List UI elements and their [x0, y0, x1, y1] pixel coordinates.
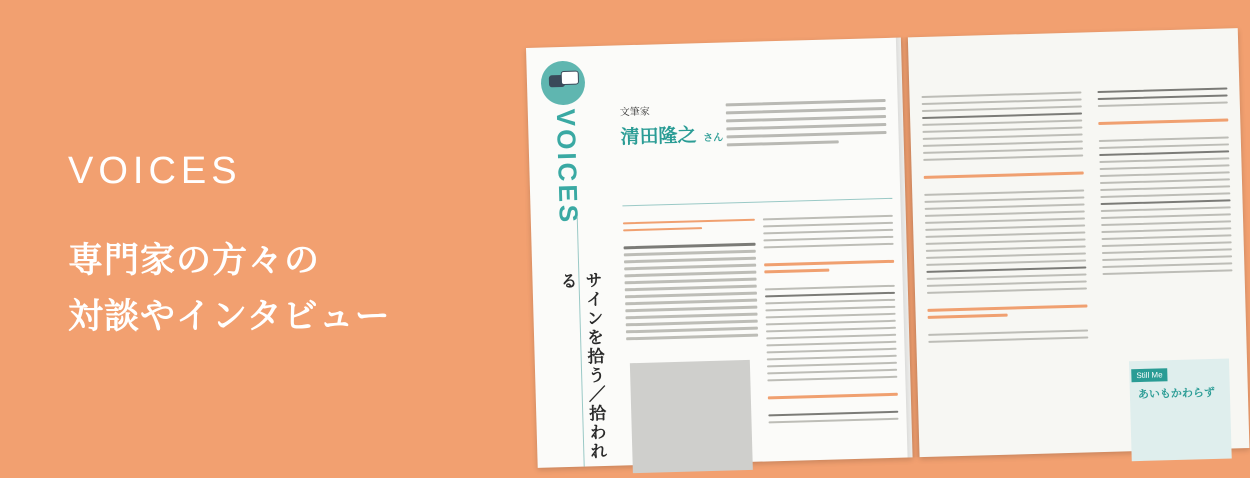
text-line — [769, 417, 899, 423]
magazine-right-page — [908, 28, 1250, 457]
text-line — [1098, 101, 1228, 107]
text-line — [766, 326, 896, 332]
text-line — [1101, 227, 1231, 233]
text-line — [763, 235, 893, 241]
text-line — [922, 112, 1082, 119]
text-line — [928, 329, 1088, 336]
text-line — [923, 133, 1083, 140]
author-name-text: 清田隆之 — [620, 124, 697, 149]
text-line — [624, 271, 756, 277]
banner-headline-2: 対談やインタビュー — [68, 297, 391, 337]
text-line — [1101, 206, 1231, 212]
author-role: 文筆家 — [619, 106, 650, 119]
text-line — [926, 252, 1086, 259]
text-line — [624, 257, 756, 263]
text-line — [925, 224, 1085, 231]
text-line — [922, 119, 1082, 126]
text-line — [623, 227, 702, 232]
text-line — [1102, 269, 1232, 275]
text-line — [766, 333, 896, 339]
text-line — [926, 245, 1086, 252]
text-line — [1098, 94, 1228, 100]
text-line — [766, 340, 896, 346]
profile-divider — [622, 198, 892, 207]
text-line — [924, 189, 1084, 196]
text-line — [924, 196, 1084, 203]
text-line — [625, 292, 757, 298]
text-line — [625, 278, 757, 284]
text-line — [922, 105, 1082, 112]
text-line — [1099, 136, 1229, 142]
magazine-spread-image — [526, 28, 1237, 467]
text-line — [765, 305, 895, 311]
text-line — [626, 320, 758, 326]
text-line — [926, 259, 1086, 266]
text-column-1 — [623, 214, 758, 345]
text-line — [767, 368, 897, 374]
text-line — [1099, 143, 1229, 149]
text-line — [1101, 213, 1231, 219]
text-line — [927, 280, 1087, 287]
text-line — [1102, 241, 1232, 247]
profile-bio-lines — [725, 94, 886, 151]
text-line — [727, 140, 839, 146]
author-profile — [620, 101, 724, 150]
text-line — [766, 319, 896, 325]
text-line — [1100, 164, 1230, 170]
text-line — [625, 306, 757, 312]
author-name — [620, 120, 723, 150]
banner-headline-1: 専門家の方々の — [68, 241, 321, 281]
text-line — [727, 131, 887, 138]
text-line — [763, 221, 893, 227]
vertical-voices-logo: VOICES — [550, 108, 584, 226]
text-line — [726, 123, 886, 130]
text-line — [1100, 185, 1230, 191]
text-line — [765, 284, 895, 290]
text-line — [767, 361, 897, 367]
text-line — [923, 147, 1083, 154]
text-line — [927, 304, 1087, 311]
text-line — [921, 91, 1081, 98]
text-line — [928, 314, 1008, 319]
magazine-left-page — [526, 38, 913, 468]
vertical-article-title: サインを拾う／拾われる — [556, 270, 607, 462]
text-line — [923, 140, 1083, 147]
text-line — [626, 313, 758, 319]
still-me-tag: Still Me — [1131, 368, 1168, 382]
text-line — [1099, 150, 1229, 156]
text-line — [1100, 171, 1230, 177]
text-line — [922, 126, 1082, 133]
text-line — [763, 228, 893, 234]
text-line — [764, 260, 894, 266]
text-line — [1102, 234, 1232, 240]
text-line — [925, 210, 1085, 217]
text-line — [928, 336, 1088, 343]
text-line — [768, 393, 898, 399]
text-line — [765, 298, 895, 304]
still-me-title: あいもかわらず — [1137, 385, 1216, 402]
text-column-2 — [763, 210, 899, 428]
text-line — [626, 327, 758, 333]
text-line — [1102, 255, 1232, 261]
text-line — [1098, 118, 1228, 124]
text-line — [768, 410, 898, 416]
article-photo — [630, 360, 753, 473]
text-line — [624, 264, 756, 270]
text-line — [764, 269, 829, 273]
text-column-3 — [921, 87, 1088, 348]
text-line — [726, 99, 886, 106]
text-line — [922, 98, 1082, 105]
text-line — [927, 273, 1087, 280]
text-line — [766, 312, 896, 318]
text-line — [925, 231, 1085, 238]
text-line — [1102, 248, 1232, 254]
text-line — [624, 243, 756, 249]
text-line — [924, 171, 1084, 178]
text-line — [765, 291, 895, 297]
text-line — [1100, 192, 1230, 198]
text-line — [763, 214, 893, 220]
text-line — [767, 347, 897, 353]
text-line — [726, 115, 886, 122]
text-line — [927, 287, 1087, 294]
text-line — [926, 266, 1086, 273]
text-column-4 — [1097, 82, 1232, 279]
text-line — [764, 242, 894, 248]
text-line — [767, 375, 897, 381]
text-line — [625, 285, 757, 291]
text-line — [625, 299, 757, 305]
text-line — [623, 218, 755, 224]
text-line — [925, 217, 1085, 224]
text-line — [624, 250, 756, 256]
text-line — [1101, 199, 1231, 205]
text-line — [926, 238, 1086, 245]
banner-text — [68, 150, 391, 345]
text-line — [1097, 87, 1227, 93]
text-line — [626, 334, 758, 340]
chat-bubbles-icon — [540, 60, 585, 105]
text-line — [923, 154, 1083, 161]
author-honorific: さん — [703, 132, 724, 145]
text-line — [1100, 178, 1230, 184]
text-line — [1099, 157, 1229, 163]
text-line — [726, 107, 886, 114]
text-line — [767, 354, 897, 360]
text-line — [1101, 220, 1231, 226]
text-line — [925, 203, 1085, 210]
text-line — [1102, 262, 1232, 268]
banner-label: VOICES — [68, 150, 242, 192]
